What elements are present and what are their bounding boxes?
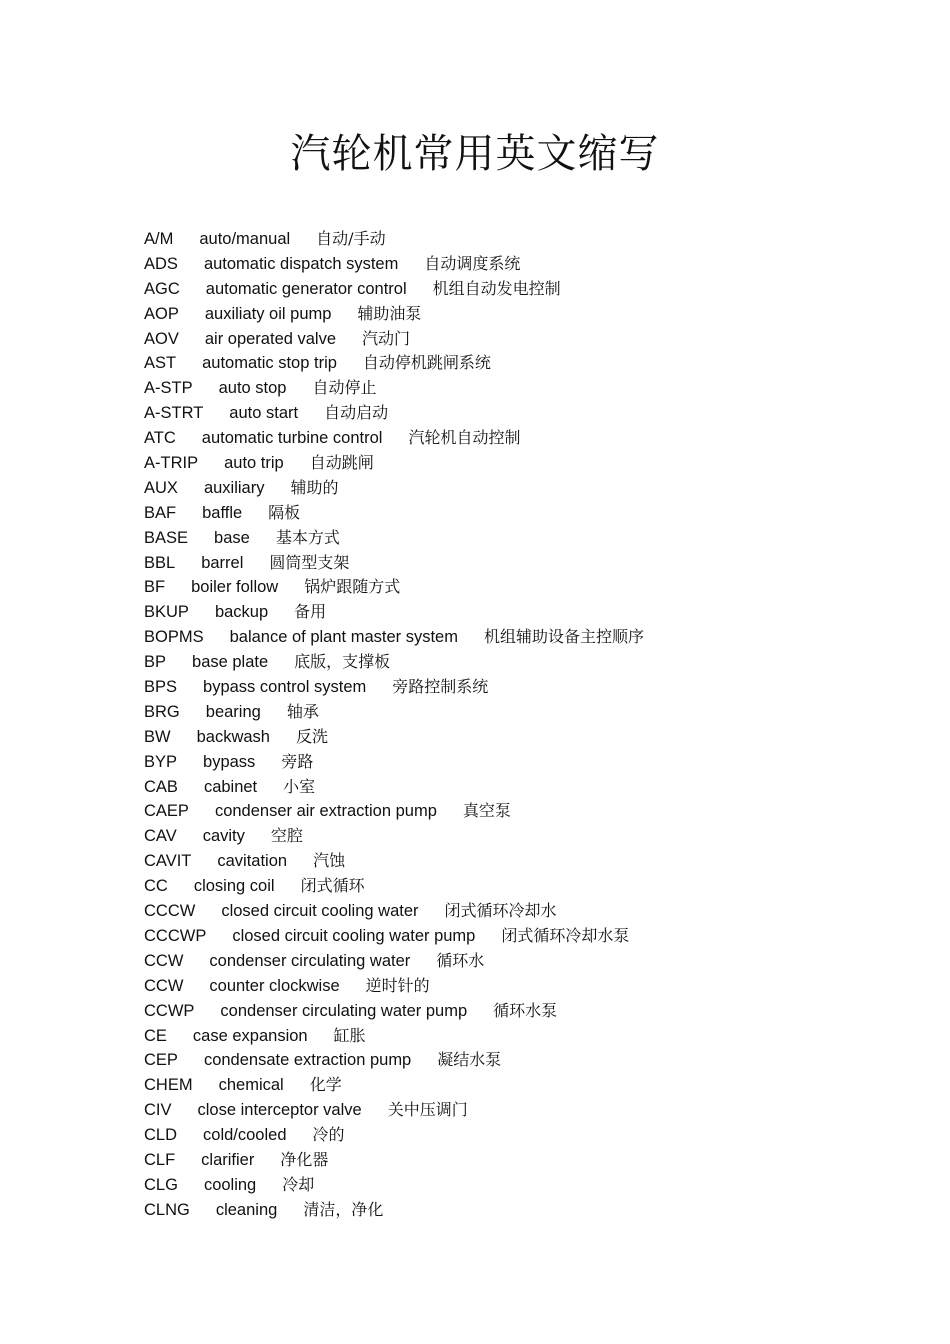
abbreviation: CC [144, 877, 168, 896]
abbreviation-list [144, 227, 904, 1223]
chinese-term: 隔板 [268, 502, 301, 522]
abbreviation: CIV [144, 1101, 172, 1120]
english-term: auto/manual [199, 230, 291, 248]
abbreviation: CAVIT [144, 852, 192, 871]
abbreviation: CCCWP [144, 926, 207, 945]
abbreviation: BASE [144, 528, 189, 547]
abbreviation: ATC [144, 429, 176, 448]
abbreviation: CCWP [144, 1001, 195, 1020]
abbreviation-entry [144, 849, 904, 874]
abbreviation: CLD [144, 1126, 178, 1145]
chinese-term: 辅助的 [290, 477, 339, 497]
abbreviation: AOV [144, 329, 179, 348]
english-term: base [214, 528, 250, 547]
abbreviation: AUX [144, 478, 178, 497]
english-term: automatic dispatch system [203, 254, 399, 273]
english-term: auxiliary [203, 478, 265, 497]
abbreviation: BPS [144, 678, 178, 697]
english-term: condenser circulating water pump [220, 1001, 468, 1020]
abbreviation-entry [144, 252, 904, 277]
abbreviation: CAV [144, 827, 177, 846]
chinese-term: 凝结水泵 [437, 1050, 502, 1070]
abbreviation-entry [144, 899, 904, 924]
english-term: auxiliaty oil pump [204, 304, 332, 323]
english-term: cold/cooled [203, 1126, 287, 1145]
abbreviation: BW [144, 727, 171, 746]
abbreviation-entry [144, 750, 904, 775]
english-term: cavity [202, 827, 245, 846]
english-term: balance of plant master system [229, 628, 458, 647]
abbreviation-entry [144, 1173, 904, 1198]
abbreviation: CLG [144, 1175, 178, 1194]
chinese-term: 化学 [309, 1075, 342, 1095]
abbreviation-entry [144, 725, 904, 750]
abbreviation-entry [144, 1024, 904, 1049]
english-term: condensate extraction pump [203, 1051, 412, 1070]
chinese-term: 自动停止 [312, 378, 377, 398]
chinese-term: 缸胀 [333, 1025, 366, 1045]
chinese-term: 机组辅助设备主控顺序 [483, 627, 644, 647]
english-term: cabinet [203, 777, 258, 796]
abbreviation-entry [144, 650, 904, 675]
chinese-term: 辅助油泵 [357, 303, 422, 323]
english-term: base plate [192, 653, 269, 672]
abbreviation: CCW [144, 951, 184, 970]
chinese-term: 自动停机跳闸系统 [362, 353, 491, 373]
english-term: condenser air extraction pump [214, 802, 437, 821]
abbreviation-entry [144, 924, 904, 949]
abbreviation-entry [144, 600, 904, 625]
chinese-term: 旁路 [281, 751, 314, 771]
chinese-term: 冷的 [312, 1125, 345, 1145]
chinese-term: 底版，支撑板 [294, 652, 391, 672]
chinese-term: 清洁，净化 [303, 1199, 384, 1219]
chinese-term: 汽轮机自动控制 [408, 428, 521, 448]
english-term: air operated valve [204, 329, 337, 348]
abbreviation: AST [144, 354, 177, 373]
english-term: auto start [229, 404, 299, 423]
abbreviation: A/M [144, 230, 174, 248]
english-term: auto trip [224, 454, 284, 473]
abbreviation: BAF [144, 503, 177, 522]
abbreviation-entry [144, 700, 904, 725]
abbreviation: AOP [144, 304, 179, 323]
english-term: backup [214, 603, 269, 622]
chinese-term: 冷却 [282, 1174, 315, 1194]
english-term: counter clockwise [209, 976, 340, 995]
chinese-term: 自动启动 [324, 403, 389, 423]
english-term: closing coil [193, 877, 275, 896]
abbreviation-entry [144, 1073, 904, 1098]
abbreviation: CCCW [144, 902, 196, 921]
chinese-term: 轴承 [286, 701, 319, 721]
abbreviation-entry [144, 799, 904, 824]
abbreviation: BBL [144, 553, 176, 572]
chinese-term: 备用 [294, 602, 327, 622]
abbreviation: CCW [144, 976, 184, 995]
abbreviation: AGC [144, 279, 180, 298]
chinese-term: 反洗 [295, 726, 328, 746]
chinese-term: 旁路控制系统 [392, 677, 489, 697]
english-term: automatic turbine control [201, 429, 383, 448]
english-term: automatic generator control [205, 279, 407, 298]
english-term: cooling [203, 1175, 257, 1194]
english-term: clarifier [201, 1150, 255, 1169]
abbreviation-entry [144, 999, 904, 1024]
chinese-term: 闭式循环冷却水 [444, 901, 557, 921]
chinese-term: 汽动门 [362, 328, 411, 348]
english-term: chemical [218, 1076, 284, 1095]
abbreviation-entry [144, 949, 904, 974]
abbreviation-entry [144, 376, 904, 401]
chinese-term: 循环水泵 [493, 1000, 558, 1020]
abbreviation-entry [144, 451, 904, 476]
english-term: backwash [196, 727, 270, 746]
abbreviation-entry [144, 1098, 904, 1123]
abbreviation-entry [144, 351, 904, 376]
chinese-term: 机组自动发电控制 [432, 278, 561, 298]
english-term: closed circuit cooling water [221, 902, 419, 921]
abbreviation: BYP [144, 752, 178, 771]
abbreviation: CAEP [144, 802, 189, 821]
english-term: cavitation [217, 852, 288, 871]
abbreviation: BOPMS [144, 628, 204, 647]
abbreviation-entry [144, 1198, 904, 1223]
chinese-term: 自动跳闸 [309, 453, 374, 473]
abbreviation-entry [144, 501, 904, 526]
chinese-term: 锅炉跟随方式 [304, 577, 401, 597]
abbreviation: A-STRT [144, 404, 204, 423]
abbreviation: BRG [144, 702, 180, 721]
chinese-term: 关中压调门 [387, 1100, 468, 1120]
abbreviation-entry [144, 302, 904, 327]
abbreviation-entry [144, 1148, 904, 1173]
abbreviation-entry [144, 401, 904, 426]
abbreviation-entry [144, 974, 904, 999]
abbreviation-entry [144, 675, 904, 700]
abbreviation-entry [144, 1123, 904, 1148]
abbreviation-entry [144, 227, 904, 252]
english-term: closed circuit cooling water pump [232, 926, 476, 945]
abbreviation: ADS [144, 254, 178, 273]
abbreviation: A-STP [144, 379, 193, 398]
abbreviation: BF [144, 578, 166, 597]
english-term: cleaning [215, 1200, 278, 1219]
abbreviation-entry [144, 476, 904, 501]
abbreviation: CEP [144, 1051, 178, 1070]
abbreviation-entry [144, 327, 904, 352]
chinese-term: 圆筒型支架 [269, 552, 350, 572]
chinese-term: 汽蚀 [313, 851, 346, 871]
english-term: automatic stop trip [202, 354, 337, 373]
english-term: baffle [202, 503, 243, 522]
chinese-term: 自动调度系统 [424, 253, 521, 273]
abbreviation-entry [144, 775, 904, 800]
chinese-term: 真空泵 [462, 801, 511, 821]
chinese-term: 循环水 [436, 950, 485, 970]
chinese-term: 空腔 [270, 826, 303, 846]
abbreviation-entry [144, 575, 904, 600]
english-term: auto stop [218, 379, 287, 398]
chinese-term: 基本方式 [275, 527, 340, 547]
abbreviation: A-TRIP [144, 454, 199, 473]
abbreviation: BP [144, 653, 167, 672]
english-term: case expansion [192, 1026, 308, 1045]
abbreviation-entry [144, 551, 904, 576]
english-term: bearing [205, 702, 261, 721]
abbreviation-entry [144, 277, 904, 302]
abbreviation-entry [144, 426, 904, 451]
chinese-term: 自动/手动 [316, 229, 386, 248]
abbreviation: CLF [144, 1150, 176, 1169]
abbreviation-entry [144, 526, 904, 551]
abbreviation: CHEM [144, 1076, 193, 1095]
document-title: 汽轮机常用英文缩写 [290, 131, 660, 177]
abbreviation-entry [144, 874, 904, 899]
english-term: bypass [203, 752, 256, 771]
abbreviation: CLNG [144, 1200, 190, 1219]
chinese-term: 净化器 [280, 1149, 329, 1169]
chinese-term: 逆时针的 [365, 975, 430, 995]
chinese-term: 闭式循环 [300, 876, 365, 896]
english-term: bypass control system [203, 678, 367, 697]
abbreviation-entry [144, 824, 904, 849]
abbreviation-entry [144, 625, 904, 650]
english-term: condenser circulating water [209, 951, 411, 970]
english-term: barrel [201, 553, 244, 572]
chinese-term: 小室 [283, 776, 316, 796]
abbreviation: CAB [144, 777, 178, 796]
abbreviation-entry [144, 1048, 904, 1073]
abbreviation: BKUP [144, 603, 189, 622]
english-term: close interceptor valve [197, 1101, 362, 1120]
english-term: boiler follow [191, 578, 279, 597]
abbreviation: CE [144, 1026, 167, 1045]
chinese-term: 闭式循环冷却水泵 [501, 925, 630, 945]
